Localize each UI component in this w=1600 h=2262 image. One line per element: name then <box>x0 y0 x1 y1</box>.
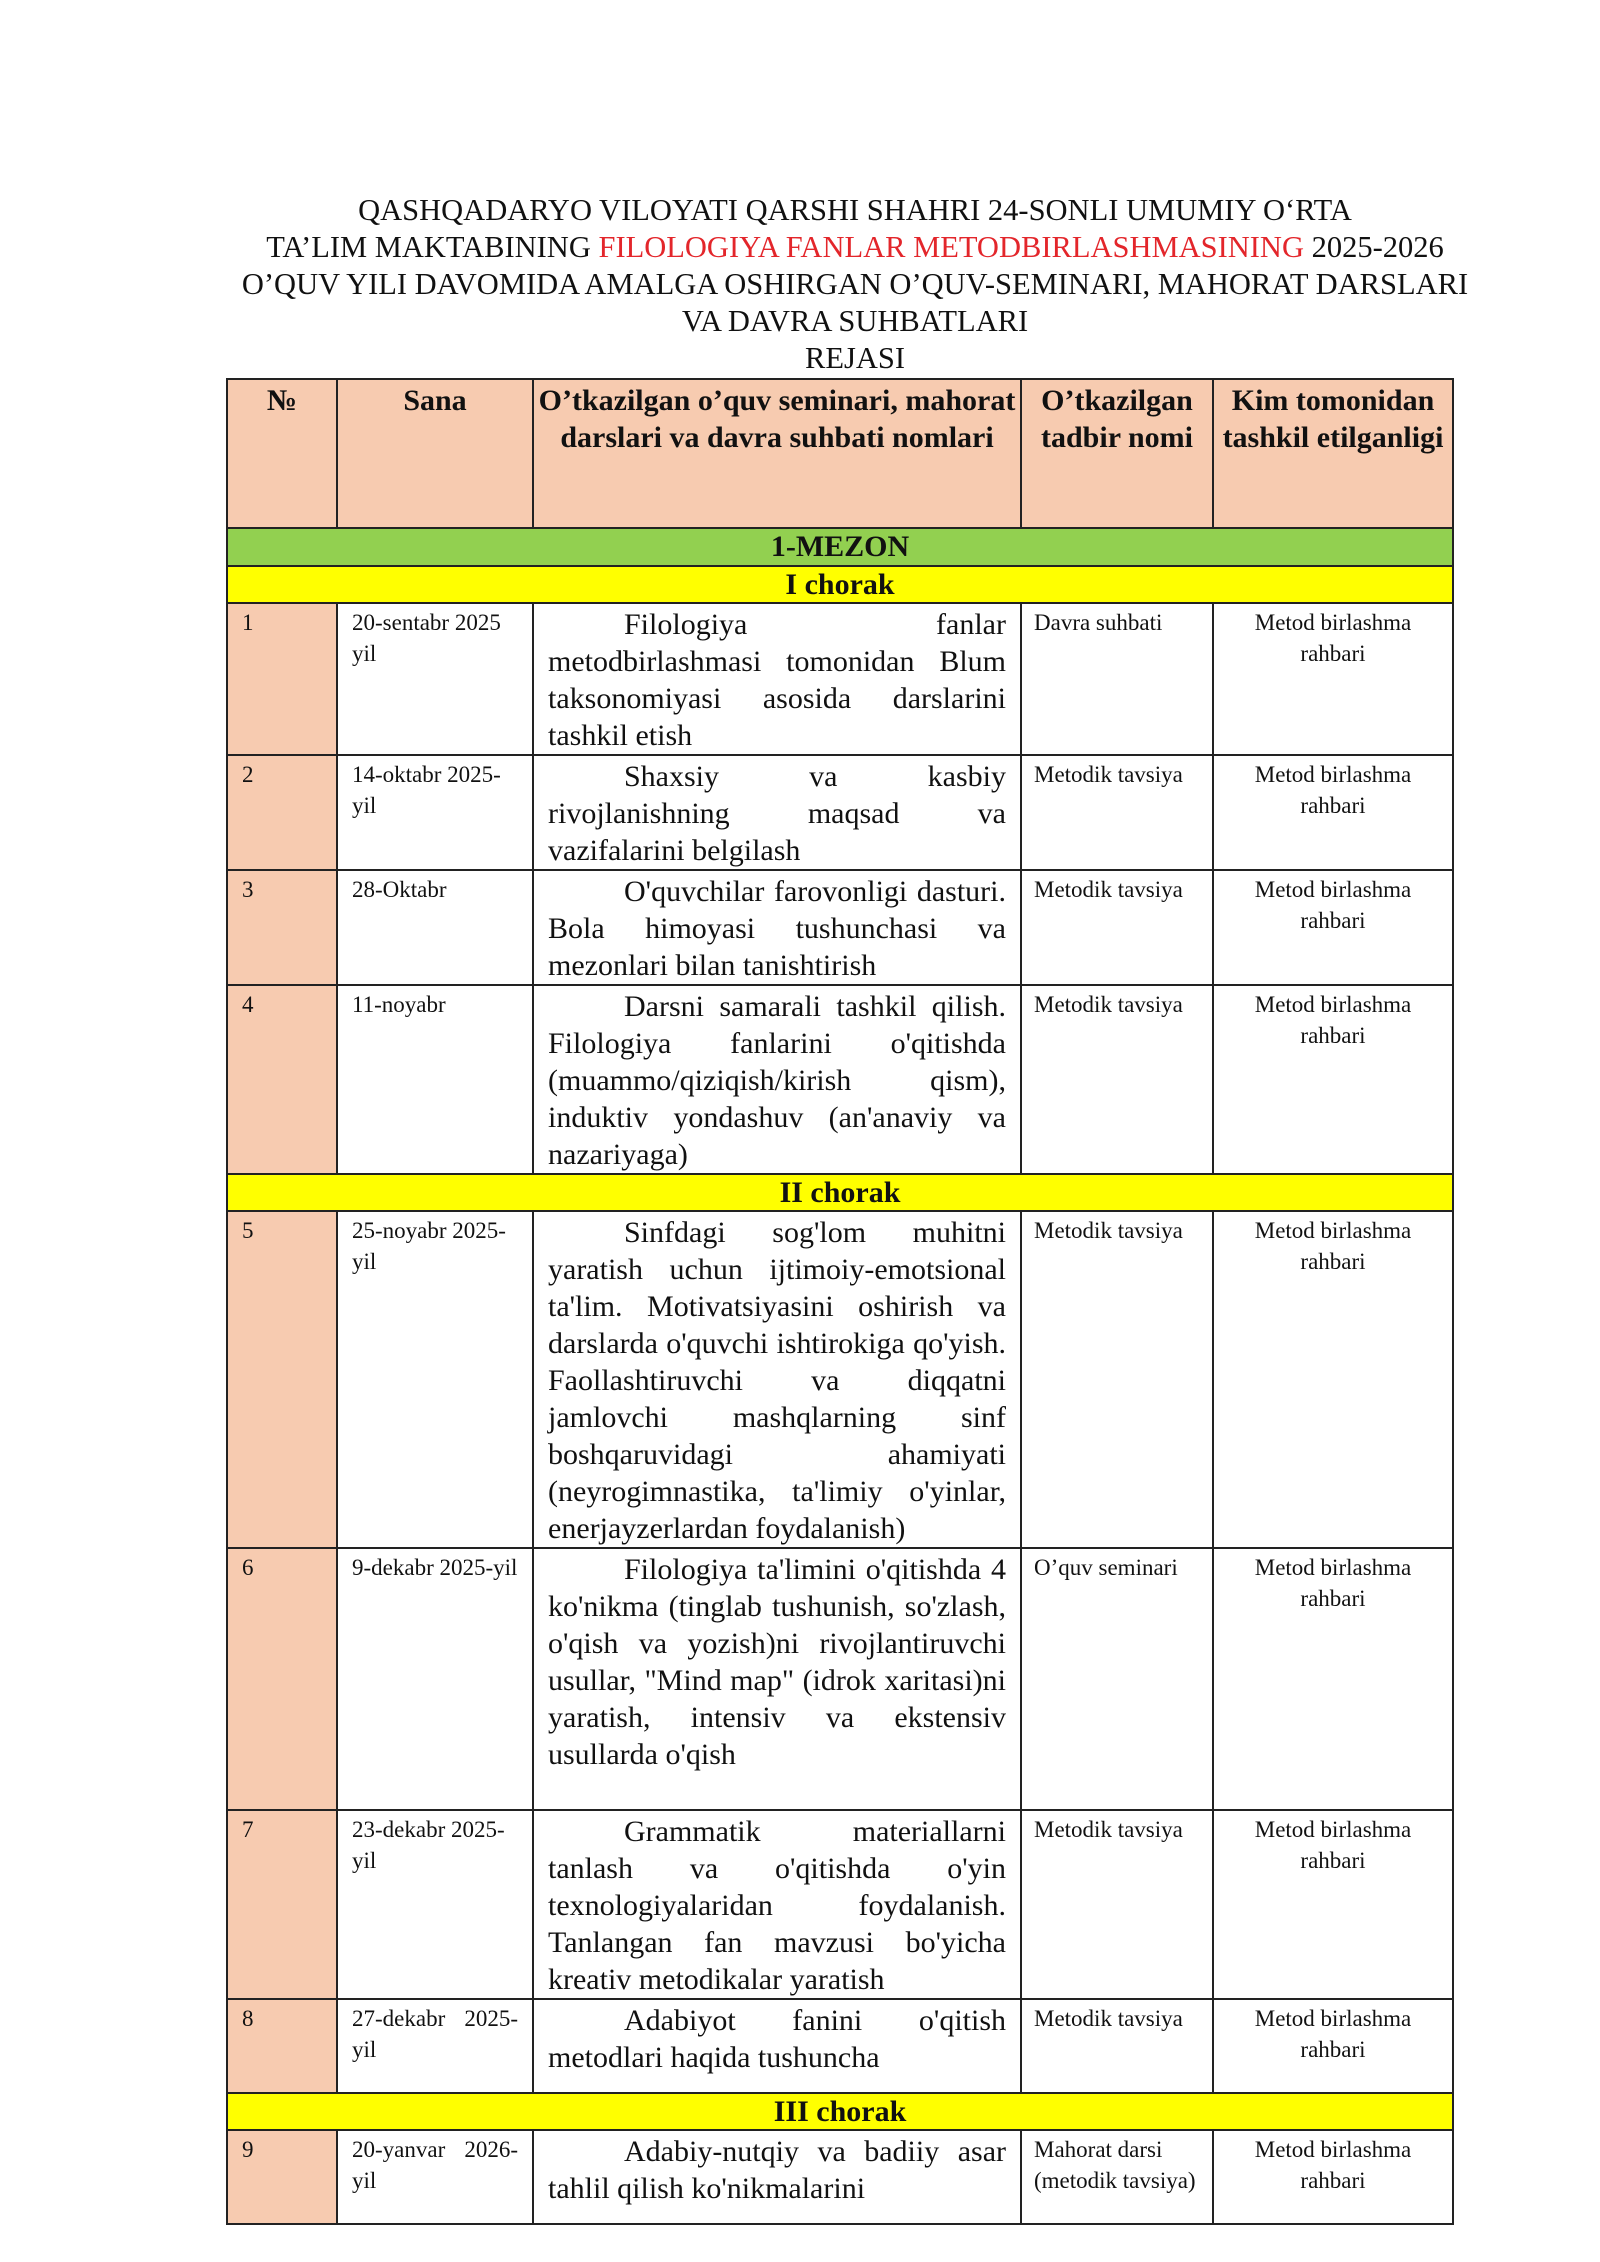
mezon-row <box>227 528 1453 566</box>
table-row <box>227 1548 1453 1810</box>
title-line-2-red: FILOLOGIYA FANLAR METODBIRLASHMASINING <box>598 230 1304 264</box>
row-description: Darsni samarali tashkil qilish. Filologiya fanlarini o'qitishda (muammo/qiziqish/kirish qism), induktiv yondashuv (an'anaviy va nazariyaga) <box>533 985 1021 1174</box>
row-number: 7 <box>227 1810 337 1999</box>
table-row <box>227 603 1453 755</box>
row-organizer: Metod birlashma rahbari <box>1213 985 1453 1174</box>
row-date: 25-noyabr 2025-yil <box>337 1211 533 1548</box>
row-organizer: Metod birlashma rahbari <box>1213 870 1453 985</box>
row-number: 4 <box>227 985 337 1174</box>
row-description: Adabiy-nutqiy va badiiy asar tahlil qilish ko'nikmalarini <box>533 2130 1021 2224</box>
plan-table <box>226 378 1454 2225</box>
quarter-label: I chorak <box>227 566 1453 603</box>
row-date: 28-Oktabr <box>337 870 533 985</box>
row-description: Filologiya ta'limini o'qitishda 4 ko'nikma (tinglab tushunish, so'zlash, o'qish va yozish)ni rivojlantiruvchi usullar, "Mind map" (idrok xaritasi)ni yaratish, intensiv va ekstensiv usullarda o'qish <box>533 1548 1021 1810</box>
row-event-type: Metodik tavsiya <box>1021 985 1213 1174</box>
row-number: 6 <box>227 1548 337 1810</box>
row-number: 8 <box>227 1999 337 2093</box>
quarter-label: II chorak <box>227 1174 1453 1211</box>
row-organizer: Metod birlashma rahbari <box>1213 1211 1453 1548</box>
col-header-event-type: O’tkazilgan tadbir nomi <box>1021 379 1213 528</box>
row-date: 23-dekabr 2025-yil <box>337 1810 533 1999</box>
row-description: Grammatik materiallarni tanlash va o'qitishda o'yin texnologiyalaridan foydalanish. Tanlangan fan mavzusi bo'yicha kreativ metodikalar yaratish <box>533 1810 1021 1999</box>
row-number: 3 <box>227 870 337 985</box>
row-organizer: Metod birlashma rahbari <box>1213 755 1453 870</box>
quarter-label: III chorak <box>227 2093 1453 2130</box>
col-header-event-title: O’tkazilgan o’quv seminari, mahorat darslari va davra suhbati nomlari <box>533 379 1021 528</box>
row-description: Adabiyot fanini o'qitish metodlari haqida tushuncha <box>533 1999 1021 2093</box>
mezon-label: 1-MEZON <box>227 528 1453 566</box>
row-event-type: Metodik tavsiya <box>1021 1810 1213 1999</box>
row-date: 11-noyabr <box>337 985 533 1174</box>
row-description: Shaxsiy va kasbiy rivojlanishning maqsad va vazifalarini belgilash <box>533 755 1021 870</box>
table-row <box>227 985 1453 1174</box>
table-row <box>227 1211 1453 1548</box>
row-event-type: Metodik tavsiya <box>1021 1999 1213 2093</box>
title-line-2-post: 2025-2026 O’QUV YILI DAVOMIDA AMALGA OSHIRGAN O’QUV-SEMINARI, MAHORAT DARSLARI VA DAVRA SUHBATLARI <box>241 230 1469 338</box>
table-row <box>227 870 1453 985</box>
row-event-type: O’quv seminari <box>1021 1548 1213 1810</box>
table-row <box>227 2130 1453 2224</box>
row-event-type: Metodik tavsiya <box>1021 870 1213 985</box>
row-date: 9-dekabr 2025-yil <box>337 1548 533 1810</box>
row-description: O'quvchilar farovonligi dasturi. Bola himoyasi tushunchasi va mezonlari bilan tanishtirish <box>533 870 1021 985</box>
row-number: 1 <box>227 603 337 755</box>
row-description: Sinfdagi sog'lom muhitni yaratish uchun ijtimoiy-emotsional ta'lim. Motivatsiyasini oshirish va darslarda o'quvchi ishtirokiga qo'yish. Faollashtiruvchi va diqqatni jamlovchi mashqlarning sinf boshqaruvidagi ahamiyati (neyrogimnastika, ta'limiy o'yinlar, enerjayzerlardan foydalanish) <box>533 1211 1021 1548</box>
row-date: 14-oktabr 2025-yil <box>337 755 533 870</box>
col-header-date: Sana <box>337 379 533 528</box>
row-date: 20-sentabr 2025 yil <box>337 603 533 755</box>
quarter-row <box>227 2093 1453 2130</box>
row-event-type: Mahorat darsi (metodik tavsiya) <box>1021 2130 1213 2224</box>
row-organizer: Metod birlashma rahbari <box>1213 1548 1453 1810</box>
row-date: 27-dekabr 2025-yil <box>337 1999 533 2093</box>
table-header-row <box>227 379 1453 528</box>
row-organizer: Metod birlashma rahbari <box>1213 603 1453 755</box>
col-header-organizer: Kim tomonidan tashkil etilganligi <box>1213 379 1453 528</box>
quarter-row <box>227 566 1453 603</box>
row-event-type: Metodik tavsiya <box>1021 1211 1213 1548</box>
title-line-2-pre: TA’LIM MAKTABINING <box>266 230 599 264</box>
document-title <box>230 192 1480 377</box>
row-organizer: Metod birlashma rahbari <box>1213 1999 1453 2093</box>
row-description: Filologiya fanlar metodbirlashmasi tomonidan Blum taksonomiyasi asosida darslarini tashkil etish <box>533 603 1021 755</box>
table-row <box>227 1810 1453 1999</box>
table-row <box>227 1999 1453 2093</box>
row-event-type: Metodik tavsiya <box>1021 755 1213 870</box>
title-rejasi: REJASI <box>805 341 905 375</box>
row-number: 2 <box>227 755 337 870</box>
row-number: 5 <box>227 1211 337 1548</box>
row-number: 9 <box>227 2130 337 2224</box>
col-header-number: № <box>227 379 337 528</box>
row-organizer: Metod birlashma rahbari <box>1213 2130 1453 2224</box>
title-line-1: QASHQADARYO VILOYATI QARSHI SHAHRI 24-SONLI UMUMIY O‘RTA <box>358 193 1352 227</box>
row-event-type: Davra suhbati <box>1021 603 1213 755</box>
row-date: 20-yanvar 2026-yil <box>337 2130 533 2224</box>
table-row <box>227 755 1453 870</box>
row-organizer: Metod birlashma rahbari <box>1213 1810 1453 1999</box>
quarter-row <box>227 1174 1453 1211</box>
